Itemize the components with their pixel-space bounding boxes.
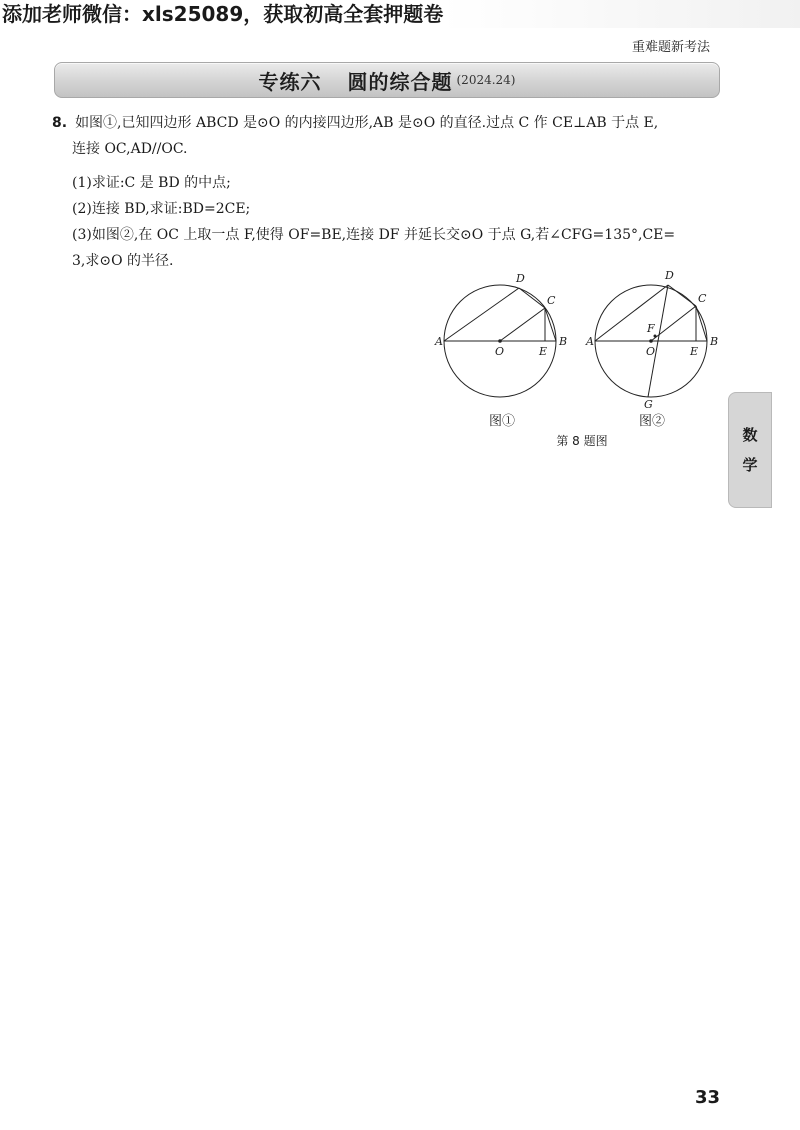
fig2-chord-cb: [696, 306, 707, 341]
watermark-banner: 添加老师微信：xls25089，获取初高全套押题卷: [0, 0, 800, 28]
fig1-label-a: A: [435, 335, 443, 348]
figure-caption: 第 8 题图: [556, 434, 608, 448]
fig2-label-a: A: [586, 335, 594, 348]
title-topic: 圆的综合题: [347, 69, 453, 94]
fig2-segment-oc: [651, 306, 696, 341]
problem-parts: [52, 170, 732, 274]
fig2-center-dot: [649, 339, 653, 343]
problem-number: 8.: [52, 115, 68, 131]
side-tab-char-2: 学: [742, 456, 758, 474]
problem-8: [52, 110, 732, 274]
fig1-chord-cb: [545, 308, 556, 341]
fig1-segment-oc: [500, 308, 545, 341]
problem-part3-line2: 3,求⊙O 的半径.: [72, 253, 174, 269]
fig2-label-f: F: [647, 322, 655, 335]
fig2-label-d: D: [665, 269, 674, 282]
fig1-label-o: O: [495, 345, 505, 358]
fig2-label-e: E: [690, 345, 699, 358]
fig2-label-g: G: [644, 398, 653, 411]
problem-part3-line1: (3)如图②,在 OC 上取一点 F,使得 OF=BE,连接 DF 并延长交⊙O 于点 G,若∠CFG=135°,CE=: [72, 227, 676, 243]
fig1-label-e: E: [539, 345, 548, 358]
fig1-caption: 图①: [489, 414, 516, 429]
fig2-label-c: C: [698, 292, 707, 305]
fig1-label-d: D: [516, 272, 525, 285]
fig1-chord-ad: [444, 288, 519, 341]
fig1-label-b: B: [559, 335, 568, 348]
title-source: (2024.24): [456, 73, 516, 87]
fig1-label-c: C: [547, 294, 556, 307]
subject-side-tab: [728, 392, 772, 508]
geometry-figure: [432, 268, 732, 454]
fig2-label-o: O: [646, 345, 656, 358]
problem-stem-line1: 如图①,已知四边形 ABCD 是⊙O 的内接四边形,AB 是⊙O 的直径.过点 C 作 CE⊥AB 于点 E,: [75, 115, 659, 131]
problem-stem-line2: 连接 OC,AD//OC.: [72, 141, 188, 157]
fig2-chord-dc: [668, 285, 696, 306]
title-bar: [54, 62, 720, 98]
section-header: 重难题新考法: [631, 40, 710, 55]
fig1-center-dot: [498, 339, 502, 343]
problem-part1: (1)求证:C 是 BD 的中点;: [72, 175, 231, 191]
fig2-chord-ad: [595, 285, 668, 341]
page-number: 33: [694, 1087, 720, 1108]
fig1-chord-dc: [519, 288, 545, 308]
side-tab-char-1: 数: [742, 426, 758, 444]
figure-svg: [432, 268, 732, 454]
title-main: 专练六: [258, 69, 322, 94]
fig2-label-b: B: [710, 335, 719, 348]
fig2-caption: 图②: [639, 414, 666, 429]
problem-part2: (2)连接 BD,求证:BD=2CE;: [72, 201, 251, 217]
